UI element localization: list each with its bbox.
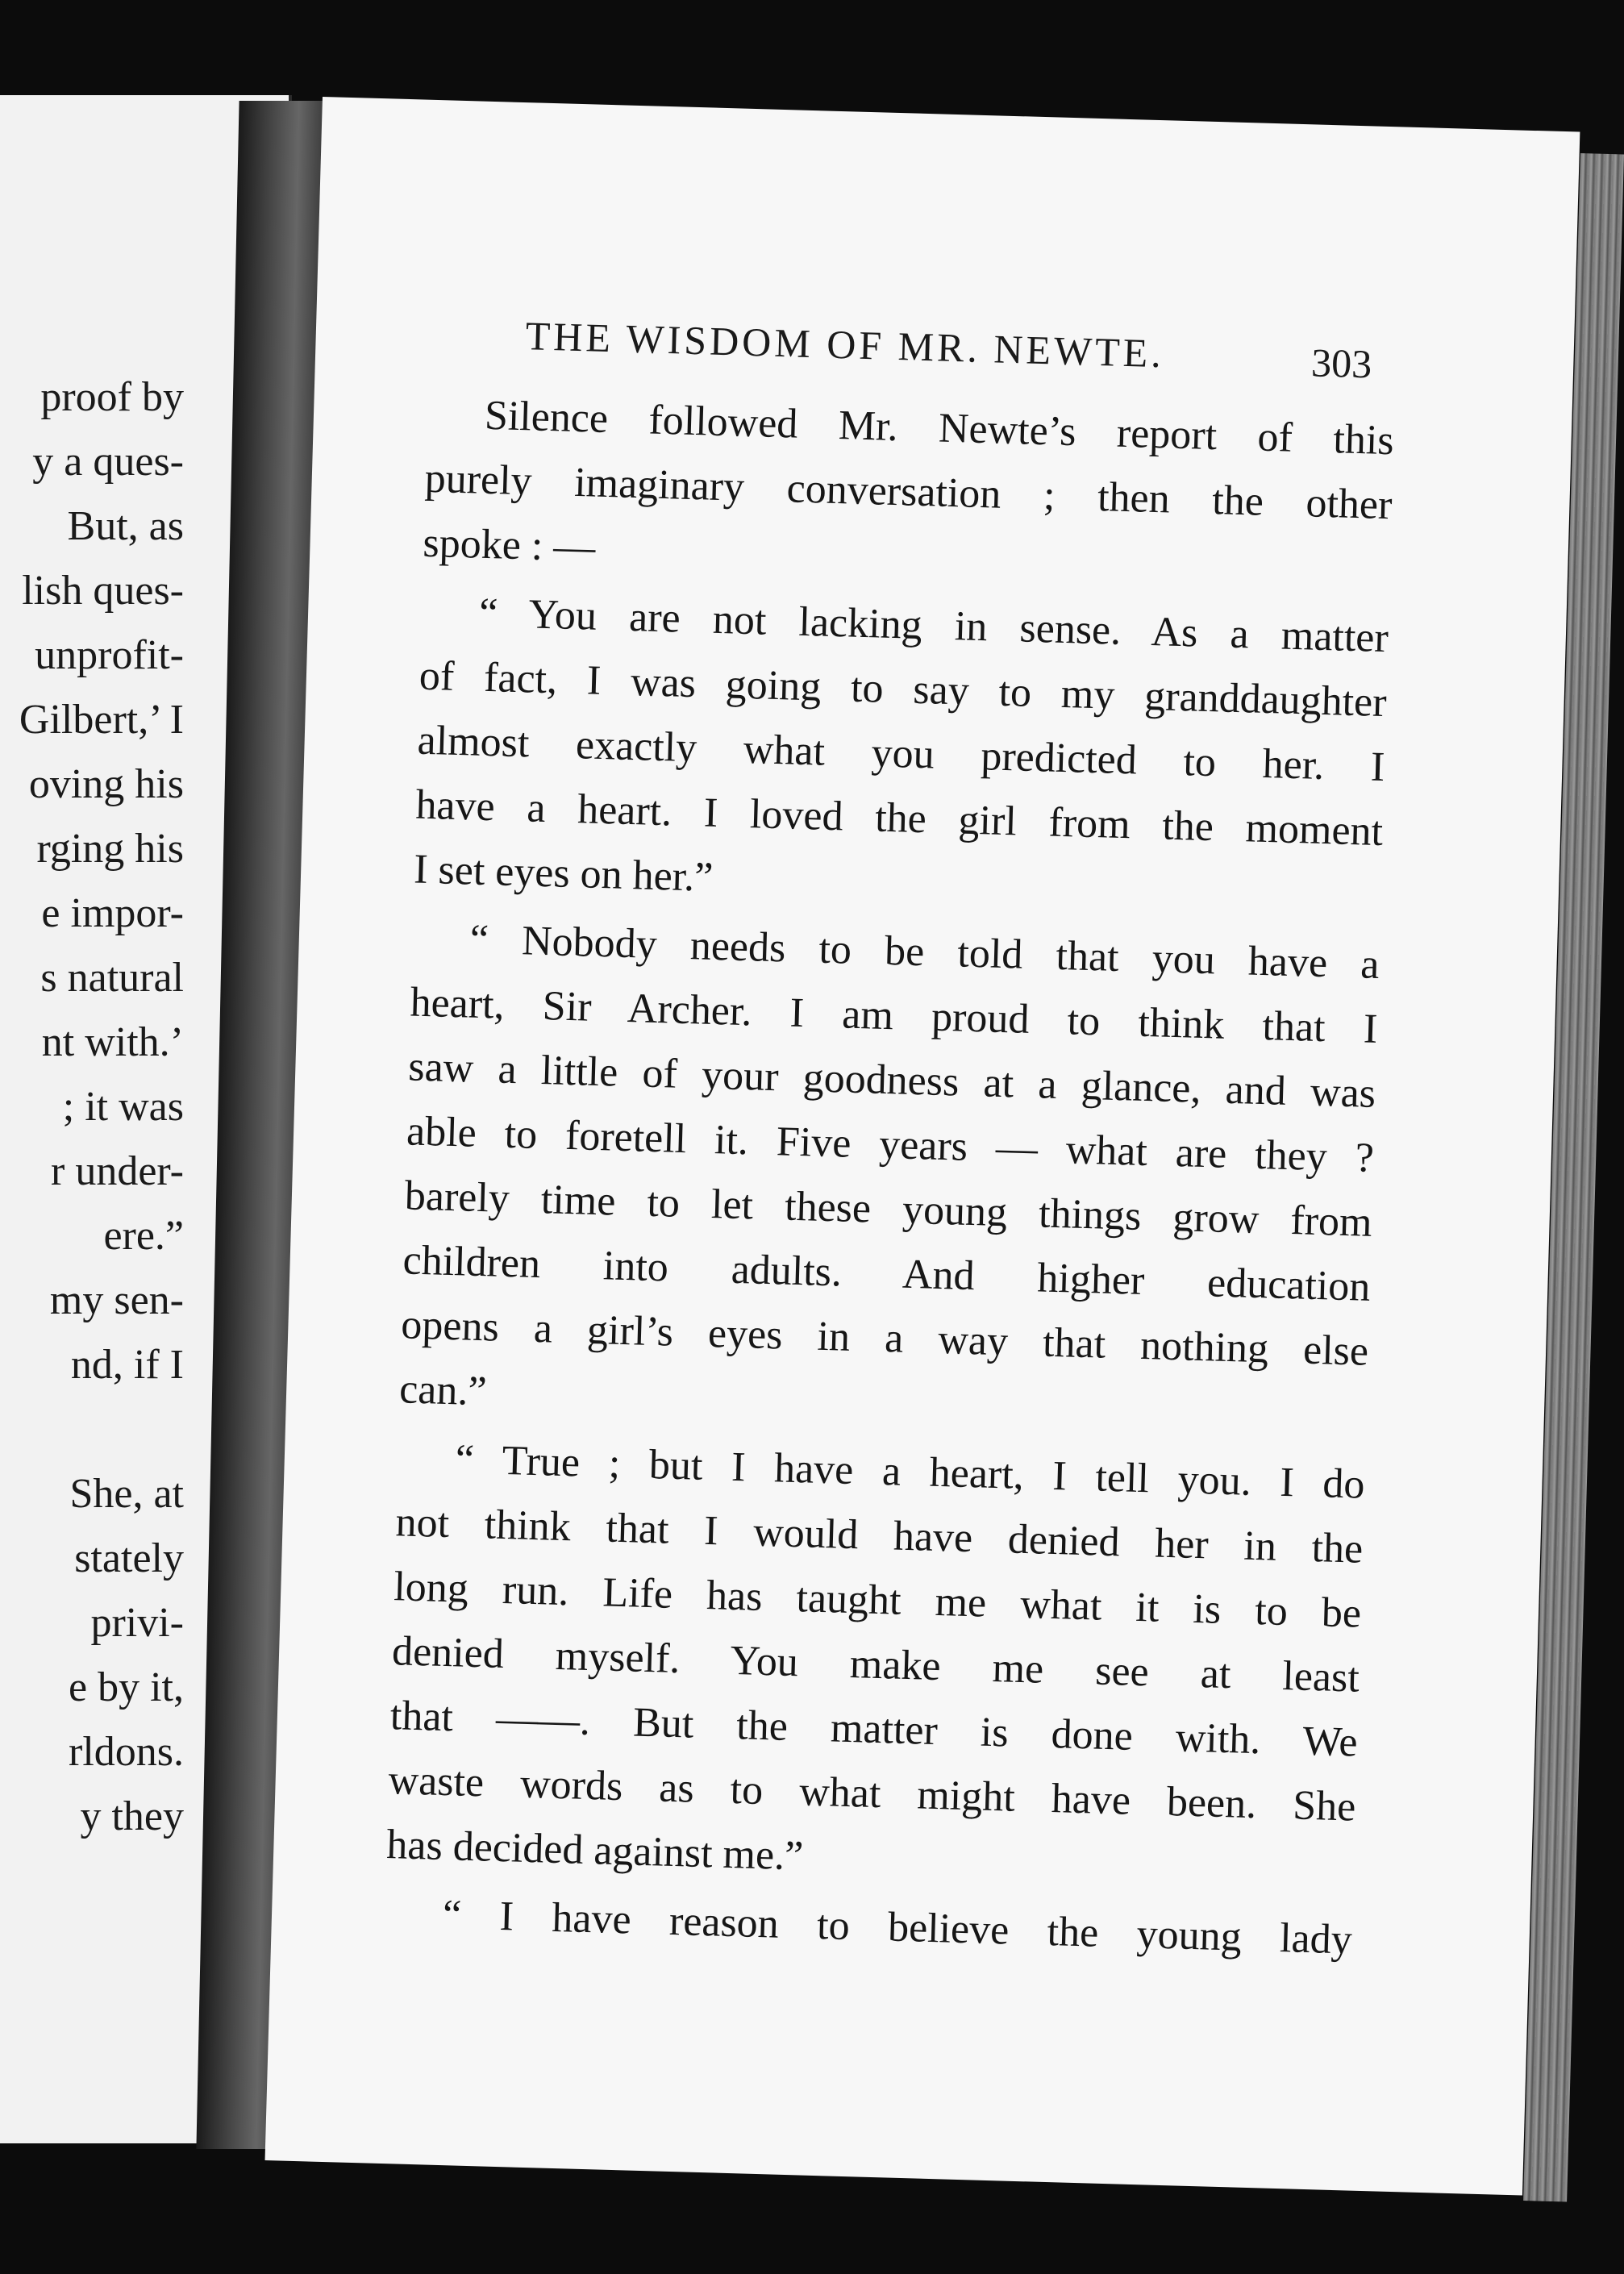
text-line: almost exactly what you predicted to her. I	[416, 717, 1386, 791]
text-line: “ True ; but I have a heart, I tell you. I do	[455, 1436, 1366, 1508]
left-line: She, at	[69, 1471, 184, 1517]
left-line: privi-	[90, 1600, 184, 1646]
left-line: my sen-	[49, 1277, 184, 1323]
left-line: e by it,	[69, 1664, 184, 1710]
right-page	[265, 97, 1580, 2196]
text-line: purely imaginary conversation ; then the other	[424, 455, 1393, 529]
text-line: can.”	[398, 1366, 488, 1415]
text-line: have a heart. I loved the girl from the moment	[414, 781, 1384, 856]
text-line: saw a little of your goodness at a glance, and was	[407, 1043, 1376, 1117]
body-text	[385, 390, 1395, 1964]
text-line: “ You are not lacking in sense. As a matter	[478, 589, 1389, 662]
left-line: ere.”	[103, 1213, 184, 1259]
running-head: THE WISDOM OF MR. NEWTE.	[525, 313, 1165, 377]
left-line: stately	[74, 1535, 184, 1581]
text-line: that ——. But the matter is done with. We	[389, 1693, 1359, 1766]
text-line: I set eyes on her.”	[413, 846, 714, 901]
left-line: s natural	[40, 955, 184, 1001]
text-line: heart, Sir Archer. I am proud to think that I	[409, 979, 1379, 1052]
left-line: lish ques-	[22, 568, 184, 614]
left-line: Gilbert,’ I	[19, 697, 184, 743]
text-line: Silence followed Mr. Newte’s report of this	[484, 392, 1395, 464]
left-line: unprofit-	[35, 632, 184, 678]
left-line: y they	[80, 1793, 184, 1839]
left-line: e impor-	[41, 890, 184, 936]
text-line: barely time to let these young things grow from	[404, 1172, 1373, 1246]
text-line: able to foretell it. Five years — what are they ?	[406, 1108, 1375, 1181]
text-line: “ Nobody needs to be told that you have a	[469, 916, 1380, 988]
left-line: ; it was	[62, 1084, 184, 1130]
left-line: oving his	[28, 761, 184, 807]
left-line: But, as	[67, 503, 184, 549]
text-line: “ I have reason to believe the young lady	[442, 1892, 1353, 1964]
left-line: r under-	[51, 1148, 184, 1194]
text-line: spoke : —	[422, 519, 597, 571]
left-line: nt with.’	[41, 1019, 184, 1065]
page-number: 303	[1310, 339, 1373, 387]
left-line: nd, if I	[70, 1342, 184, 1388]
text-line: long run. Life has taught me what it is to be	[393, 1564, 1362, 1637]
text-line: children into adults. And higher education	[402, 1237, 1372, 1310]
text-line: denied myself. You make me see at least	[391, 1628, 1360, 1701]
left-line: y a ques-	[32, 439, 184, 485]
text-line: opens a girl’s eyes in a way that nothing else	[400, 1302, 1369, 1375]
text-line: not think that I would have denied her in the	[394, 1499, 1364, 1572]
left-line: rldons.	[69, 1729, 184, 1775]
left-line: rging his	[36, 826, 184, 872]
text-line: of fact, I was going to say to my granddaughter	[418, 652, 1388, 727]
text-line: has decided against me.”	[385, 1822, 805, 1880]
text-line: waste words as to what might have been. She	[387, 1757, 1357, 1830]
left-line: proof by	[40, 374, 184, 420]
